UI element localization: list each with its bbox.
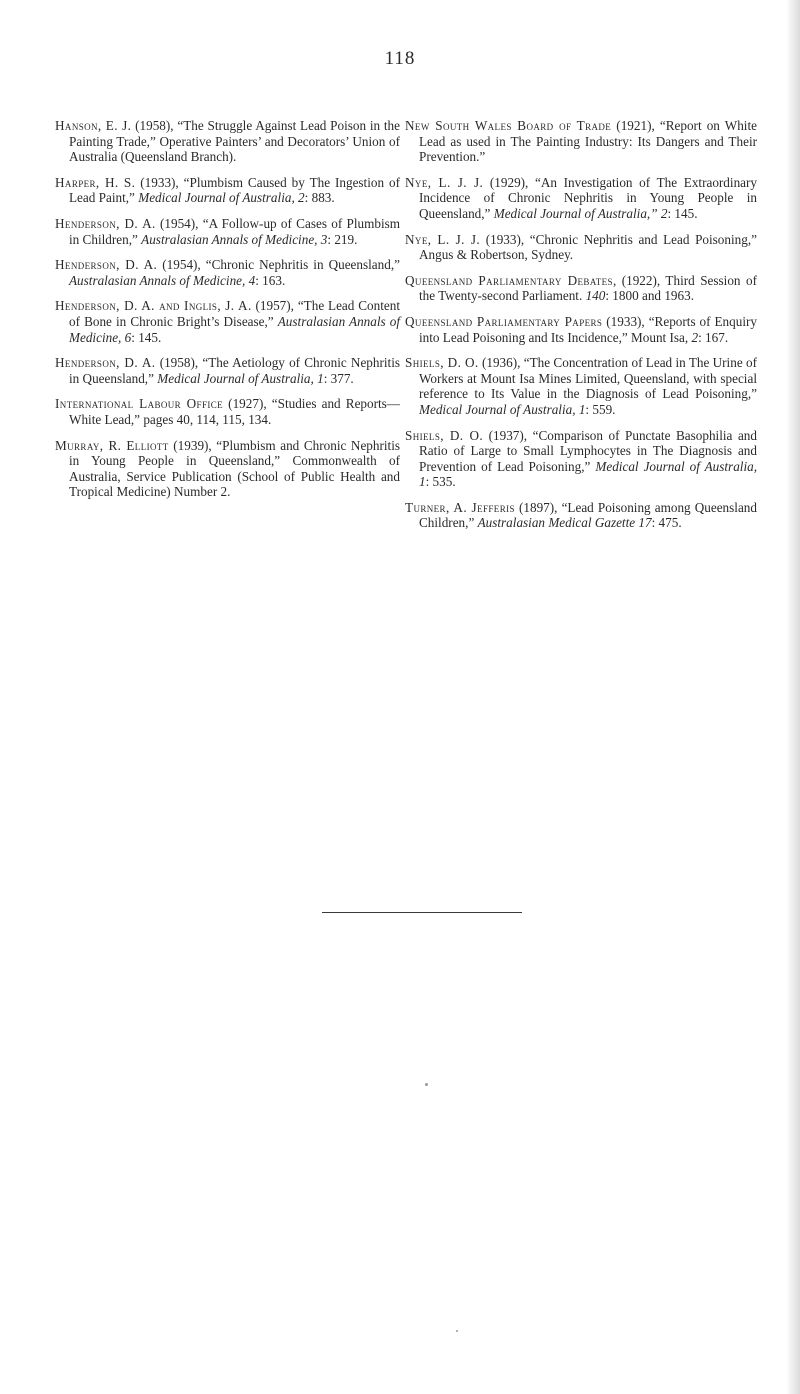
- reference-entry: [405, 118, 757, 165]
- reference-author: Hanson, E. J.: [55, 118, 132, 133]
- reference-entry: [405, 175, 757, 222]
- reference-author: Henderson, D. A.: [55, 215, 156, 231]
- reference-author: Shiels, D. O.: [405, 427, 484, 443]
- reference-pages: : 163.: [255, 272, 286, 288]
- reference-journal: Australasian Medical Gazette 17: [477, 515, 652, 531]
- reference-pages: : 883.: [304, 190, 335, 206]
- reference-author: Nye, L. J. J.: [405, 231, 481, 247]
- reference-text: (1921), “Report on White Lead as used in The Painting Industry: Its Dangers and Their Prevention.”: [419, 118, 757, 165]
- reference-entry: [55, 396, 400, 427]
- reference-text: (1954), “Chronic Nephritis in Queensland,”: [157, 257, 400, 273]
- reference-text: , (1922), Third Session of the Twenty-second Parliament.: [419, 272, 757, 304]
- reference-text: (1897), “Lead Poisoning among Queensland Children,”: [419, 499, 757, 531]
- reference-text: (1936), “The Concentration of Lead in The Urine of Workers at Mount Isa Mines Limited, Queensland, with special reference to Its Value in the Diagnosis of Lead Poisoning,”: [419, 355, 757, 402]
- page-edge-shadow: [786, 0, 800, 1394]
- paper-speck: [456, 1330, 458, 1332]
- reference-text: (1954), “A Follow-up of Cases of Plumbism in Children,”: [69, 215, 401, 247]
- reference-journal: 140: [585, 288, 606, 304]
- reference-journal: 2: [691, 329, 699, 345]
- reference-author: Shiels, D. O.: [405, 355, 479, 371]
- reference-text: (1933), “Reports of Enquiry into Lead Poisoning and Its Incidence,” Mount Isa,: [419, 313, 757, 345]
- reference-pages: : 145.: [131, 329, 162, 345]
- reference-entry: [405, 273, 757, 304]
- reference-pages: : 167.: [698, 329, 729, 345]
- reference-pages: : 145.: [667, 205, 698, 221]
- reference-author: Murray, R. Elliott: [55, 437, 169, 453]
- reference-author: Harper, H. S.: [55, 174, 136, 190]
- reference-entry: [55, 355, 400, 386]
- reference-entry: [405, 355, 757, 417]
- reference-pages: : 1800 and 1963.: [605, 288, 694, 304]
- reference-text: (1927), “Studies and Reports—White Lead,” pages 40, 114, 115, 134.: [69, 396, 400, 427]
- reference-author: Turner, A. Jefferis: [405, 499, 515, 515]
- reference-author: Queensland Parliamentary Papers: [405, 313, 603, 329]
- reference-pages: : 377.: [323, 370, 354, 386]
- reference-journal: Australasian Annals of Medicine, 6: [69, 313, 400, 345]
- reference-pages: : 535.: [425, 474, 456, 490]
- reference-journal: Australasian Annals of Medicine, 4: [69, 272, 256, 288]
- paper-speck: [425, 1083, 428, 1086]
- reference-journal: Australasian Annals of Medicine, 3: [141, 231, 328, 247]
- reference-author: Henderson, D. A.: [55, 257, 158, 273]
- reference-pages: : 559.: [585, 401, 616, 417]
- reference-journal: Medical Journal of Australia, 1: [157, 370, 324, 386]
- reference-journal: Medical Journal of Australia,” 2: [493, 205, 668, 221]
- reference-author: Nye, L. J. J.: [405, 174, 484, 190]
- reference-text: (1933), “Chronic Nephritis and Lead Poisoning,” Angus & Robertson, Sydney.: [419, 231, 757, 263]
- horizontal-rule: [322, 912, 522, 913]
- reference-journal: Medical Journal of Australia, 1: [419, 458, 758, 490]
- reference-entry: [55, 438, 400, 500]
- reference-pages: : 475.: [651, 515, 682, 531]
- reference-entry: [55, 175, 400, 206]
- reference-entry: [55, 118, 400, 165]
- reference-entry: [405, 314, 757, 345]
- reference-journal: Medical Journal of Australia, 1: [419, 401, 586, 417]
- references-right-column: [405, 118, 757, 541]
- reference-entry: [55, 257, 400, 288]
- reference-author: Henderson, D. A. and Inglis, J. A.: [55, 298, 252, 314]
- reference-text: (1933), “Plumbism Caused by The Ingestion of Lead Paint,”: [69, 174, 400, 206]
- references-left-column: [55, 118, 400, 510]
- reference-entry: [405, 232, 757, 263]
- reference-pages: : 219.: [327, 231, 358, 247]
- reference-author: Henderson, D. A.: [55, 355, 156, 371]
- reference-author: New South Wales Board of Trade: [405, 118, 612, 133]
- reference-entry: [405, 428, 757, 490]
- page-number: 118: [384, 48, 416, 69]
- reference-text: (1939), “Plumbism and Chronic Nephritis in Young People in Queensland,” Commonwealth of Australia, Service Publication (School of Public Health and Tropical Medicine) Number 2.: [69, 437, 400, 500]
- reference-author: Queensland Parliamentary Debates: [405, 272, 613, 288]
- reference-entry: [55, 298, 400, 345]
- reference-text: (1957), “The Lead Content of Bone in Chronic Bright’s Disease,”: [69, 298, 400, 329]
- reference-text: (1958), “The Aetiology of Chronic Nephritis in Queensland,”: [69, 355, 400, 386]
- reference-text: (1929), “An Investigation of The Extraordinary Incidence of Chronic Nephritis in Young People in Queensland,”: [419, 174, 757, 221]
- reference-text: (1937), “Comparison of Punctate Basophilia and Ratio of Large to Small Lymphocytes in The Diagnosis and Prevention of Lead Poisoning,”: [419, 427, 757, 474]
- reference-entry: [405, 500, 757, 531]
- reference-entry: [55, 216, 400, 247]
- reference-journal: Medical Journal of Australia, 2: [138, 190, 305, 206]
- reference-author: International Labour Office: [55, 396, 224, 412]
- reference-text: (1958), “The Struggle Against Lead Poison in the Painting Trade,” Operative Painters’ and Decorators’ Union of Australia (Queensland Branch).: [69, 118, 400, 165]
